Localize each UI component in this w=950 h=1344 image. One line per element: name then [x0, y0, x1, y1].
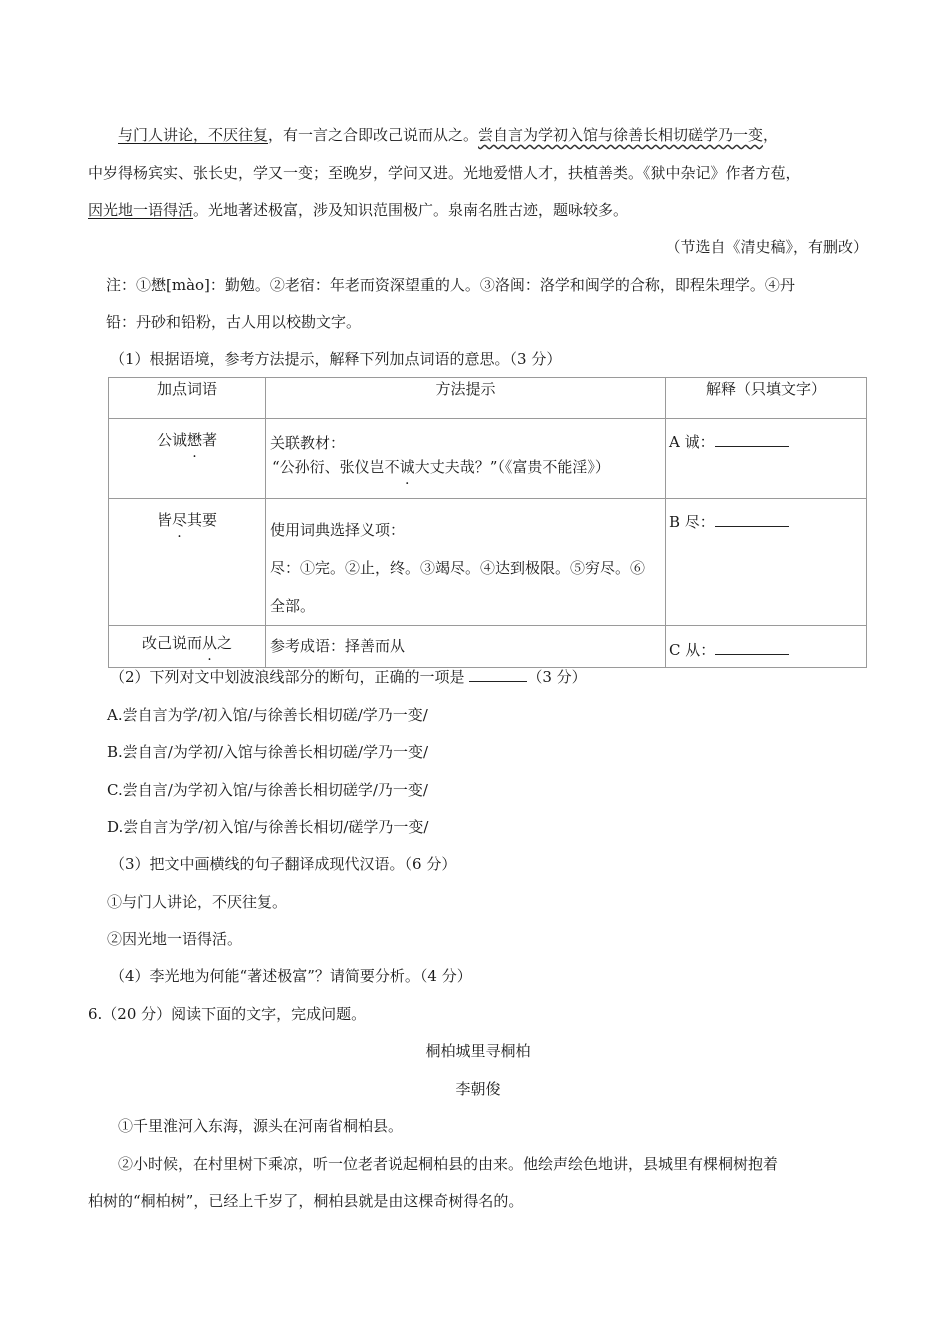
method-hint: 关联教材： “公孙衍、张仪岂不诚大丈夫哉？”（《富贵不能淫》） — [270, 434, 610, 476]
note-line-2: 铅：丹砂和铅粉，古人用以校勘文字。 — [106, 313, 362, 331]
article-paragraph-2-line-2: 柏树的“桐柏树”，已经上千岁了，桐柏县就是由这棵奇树得名的。 — [88, 1192, 524, 1210]
question-4-prompt: （4）李光地为何能“著述极富”？请简要分析。（4 分） — [110, 967, 472, 985]
article-title: 桐柏城里寻桐柏 — [425, 1042, 531, 1060]
question-3-item-2: ②因光地一语得活。 — [107, 930, 243, 948]
answer-cell: C 从： — [666, 626, 866, 660]
option-c: C.尝自言/为学初入馆/与徐善长相切磋学/乃一变/ — [107, 781, 428, 799]
question-2-prompt: （2）下列对文中划波浪线部分的断句，正确的一项是 （3 分） — [110, 668, 587, 686]
passage-line-1: 与门人讲论，不厌往复，有一言之合即改己说而从之。尝自言为学初入馆与徐善长相切磋学乃一变， — [118, 126, 779, 144]
question-1-prompt: （1）根据语境，参考方法提示，解释下列加点词语的意思。（3 分） — [110, 350, 562, 368]
answer-blank[interactable] — [715, 446, 789, 447]
answer-blank[interactable] — [715, 654, 789, 655]
dotted-term: 公诚懋著 — [156, 431, 218, 449]
method-hint: 使用词典选择义项： 尽：①完。②止，终。③竭尽。④达到极限。⑤穷尽。⑥ 全部。 — [270, 521, 646, 615]
question-3-item-1: ①与门人讲论，不厌往复。 — [107, 893, 288, 911]
article-paragraph-1: ①千里淮河入东海，源头在河南省桐柏县。 — [118, 1117, 404, 1135]
table-row — [109, 419, 867, 499]
underlined-sentence-1: 与门人讲论，不厌往复 — [118, 126, 269, 144]
header-term: 加点词语 — [109, 378, 266, 419]
question-6-intro: 6.（20 分）阅读下面的文字，完成问题。 — [88, 1005, 367, 1023]
answer-blank[interactable] — [469, 681, 527, 682]
option-d: D.尝自言为学/初入馆/与徐善长相切/磋学乃一变/ — [107, 818, 429, 836]
dotted-term: 皆尽其要 — [156, 511, 218, 529]
table-row — [109, 499, 867, 626]
article-author: 李朝俊 — [455, 1080, 501, 1098]
passage-source: （节选自《清史稿》，有删改） — [665, 238, 868, 256]
note-line-1: 注：①懋[mào]：勤勉。②老宿：年老而资深望重的人。③洛闽：洛学和闽学的合称，即程朱理学。④丹 — [106, 276, 795, 294]
dotted-term: 改己说而从之 — [141, 634, 233, 652]
option-a: A.尝自言为学/初入馆/与徐善长相切磋/学乃一变/ — [107, 706, 428, 724]
header-hint: 方法提示 — [266, 378, 666, 419]
passage-line-3: 因光地一语得活。光地著述极富，涉及知识范围极广。泉南名胜古迹，题咏较多。 — [88, 201, 629, 219]
passage-line-2: 中岁得杨宾实、张长史，学又一变；至晚岁，学问又进。光地爱惜人才，扶植善类。《狱中杂记》作者方苞， — [88, 164, 801, 182]
word-explanation-table — [108, 377, 867, 668]
header-answer: 解释（只填文字） — [666, 378, 867, 419]
article-paragraph-2-line-1: ②小时候，在村里树下乘凉，听一位老者说起桐柏县的由来。他绘声绘色地讲，县城里有棵桐树抱着 — [118, 1155, 779, 1173]
answer-cell: A 诚： — [666, 419, 866, 452]
question-3-prompt: （3）把文中画横线的句子翻译成现代汉语。（6 分） — [110, 855, 457, 873]
answer-cell: B 尽： — [666, 499, 866, 532]
option-b: B.尝自言/为学初/入馆与徐善长相切磋/学乃一变/ — [107, 743, 429, 761]
wavy-underlined-sentence: 尝自言为学初入馆与徐善长相切磋学乃一变 — [478, 126, 764, 144]
method-hint: 参考成语：择善而从 — [270, 637, 406, 655]
underlined-sentence-2: 因光地一语得活 — [88, 201, 194, 219]
table-header-row — [109, 378, 867, 419]
answer-blank[interactable] — [715, 526, 789, 527]
table-row — [109, 626, 867, 668]
